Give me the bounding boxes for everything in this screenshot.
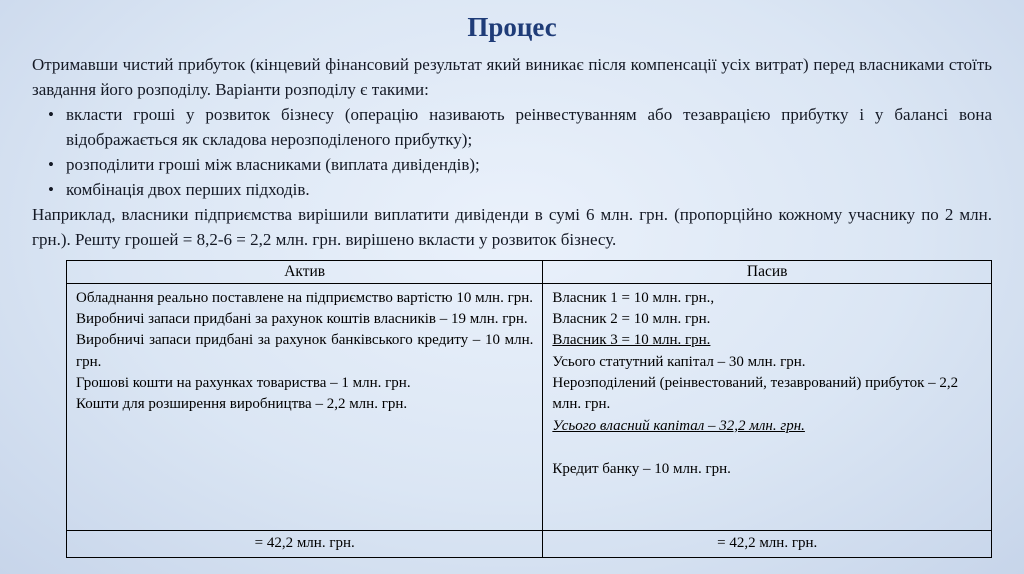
liabilities-cell: [543, 283, 992, 530]
table-line: Нерозподілений (реінвестований, тезаврований) прибуток – 2,2 млн. грн.: [552, 375, 959, 413]
table-totals-row: [67, 530, 992, 557]
table-line: Усього власний капітал – 32,2 млн. грн.: [552, 417, 805, 434]
liabilities-column-header: Пасив: [543, 260, 992, 283]
table-line: Власник 2 = 10 млн. грн.: [552, 311, 711, 328]
bullet-item: • комбінація двох перших підходів.: [66, 178, 992, 203]
table-body-row: [67, 283, 992, 530]
table-line: Власник 1 = 10 млн. грн.,: [552, 289, 715, 306]
slide-title: Процес: [467, 12, 557, 42]
table-line: [552, 437, 982, 459]
bullet-list: [32, 103, 992, 203]
assets-total: = 42,2 млн. грн.: [67, 530, 543, 557]
table-line: Виробничі запаси придбані за рахунок банківського кредиту – 10 млн. грн.: [76, 332, 534, 370]
intro-paragraph: Отримавши чистий прибуток (кінцевий фінансовий результат який виникає після компенсації усіх витрат) перед власниками стоїть завдання його розподілу. Варіанти розподілу є такими:: [32, 55, 992, 99]
bullet-item: • розподілити гроші між власниками (виплата дивідендів);: [66, 153, 992, 178]
table-line: Виробничі запаси придбані за рахунок коштів власників – 19 млн. грн.: [76, 311, 528, 328]
table-line: Кошти для розширення виробництва – 2,2 млн. грн.: [76, 396, 408, 413]
table-line: Обладнання реально поставлене на підприємство вартістю 10 млн. грн.: [76, 289, 534, 306]
balance-table: [66, 260, 992, 558]
example-paragraph: Наприклад, власники підприємства вирішили виплатити дивіденди в сумі 6 млн. грн. (пропорційно кожному учаснику по 2 млн. грн.). Решту грошей = 8,2-6 = 2,2 млн. грн. вирішено вкласти у розвиток бізнесу.: [32, 204, 992, 249]
assets-column-header: Актив: [67, 260, 543, 283]
table-line: Грошові кошти на рахунках товариства – 1 млн. грн.: [76, 375, 411, 392]
bullet-item: • вкласти гроші у розвиток бізнесу (операцію називають реінвестуванням або тезаврацією прибутку і у балансі вона відображається як складова нерозподіленого прибутку);: [66, 103, 992, 153]
table-line: Кредит банку – 10 млн. грн.: [552, 460, 731, 477]
table-line: Усього статутний капітал – 30 млн. грн.: [552, 353, 806, 370]
table-line: Власник 3 = 10 млн. грн.: [552, 332, 711, 349]
assets-cell: [67, 283, 543, 530]
liabilities-total: = 42,2 млн. грн.: [543, 530, 992, 557]
table-header-row: [67, 260, 992, 283]
